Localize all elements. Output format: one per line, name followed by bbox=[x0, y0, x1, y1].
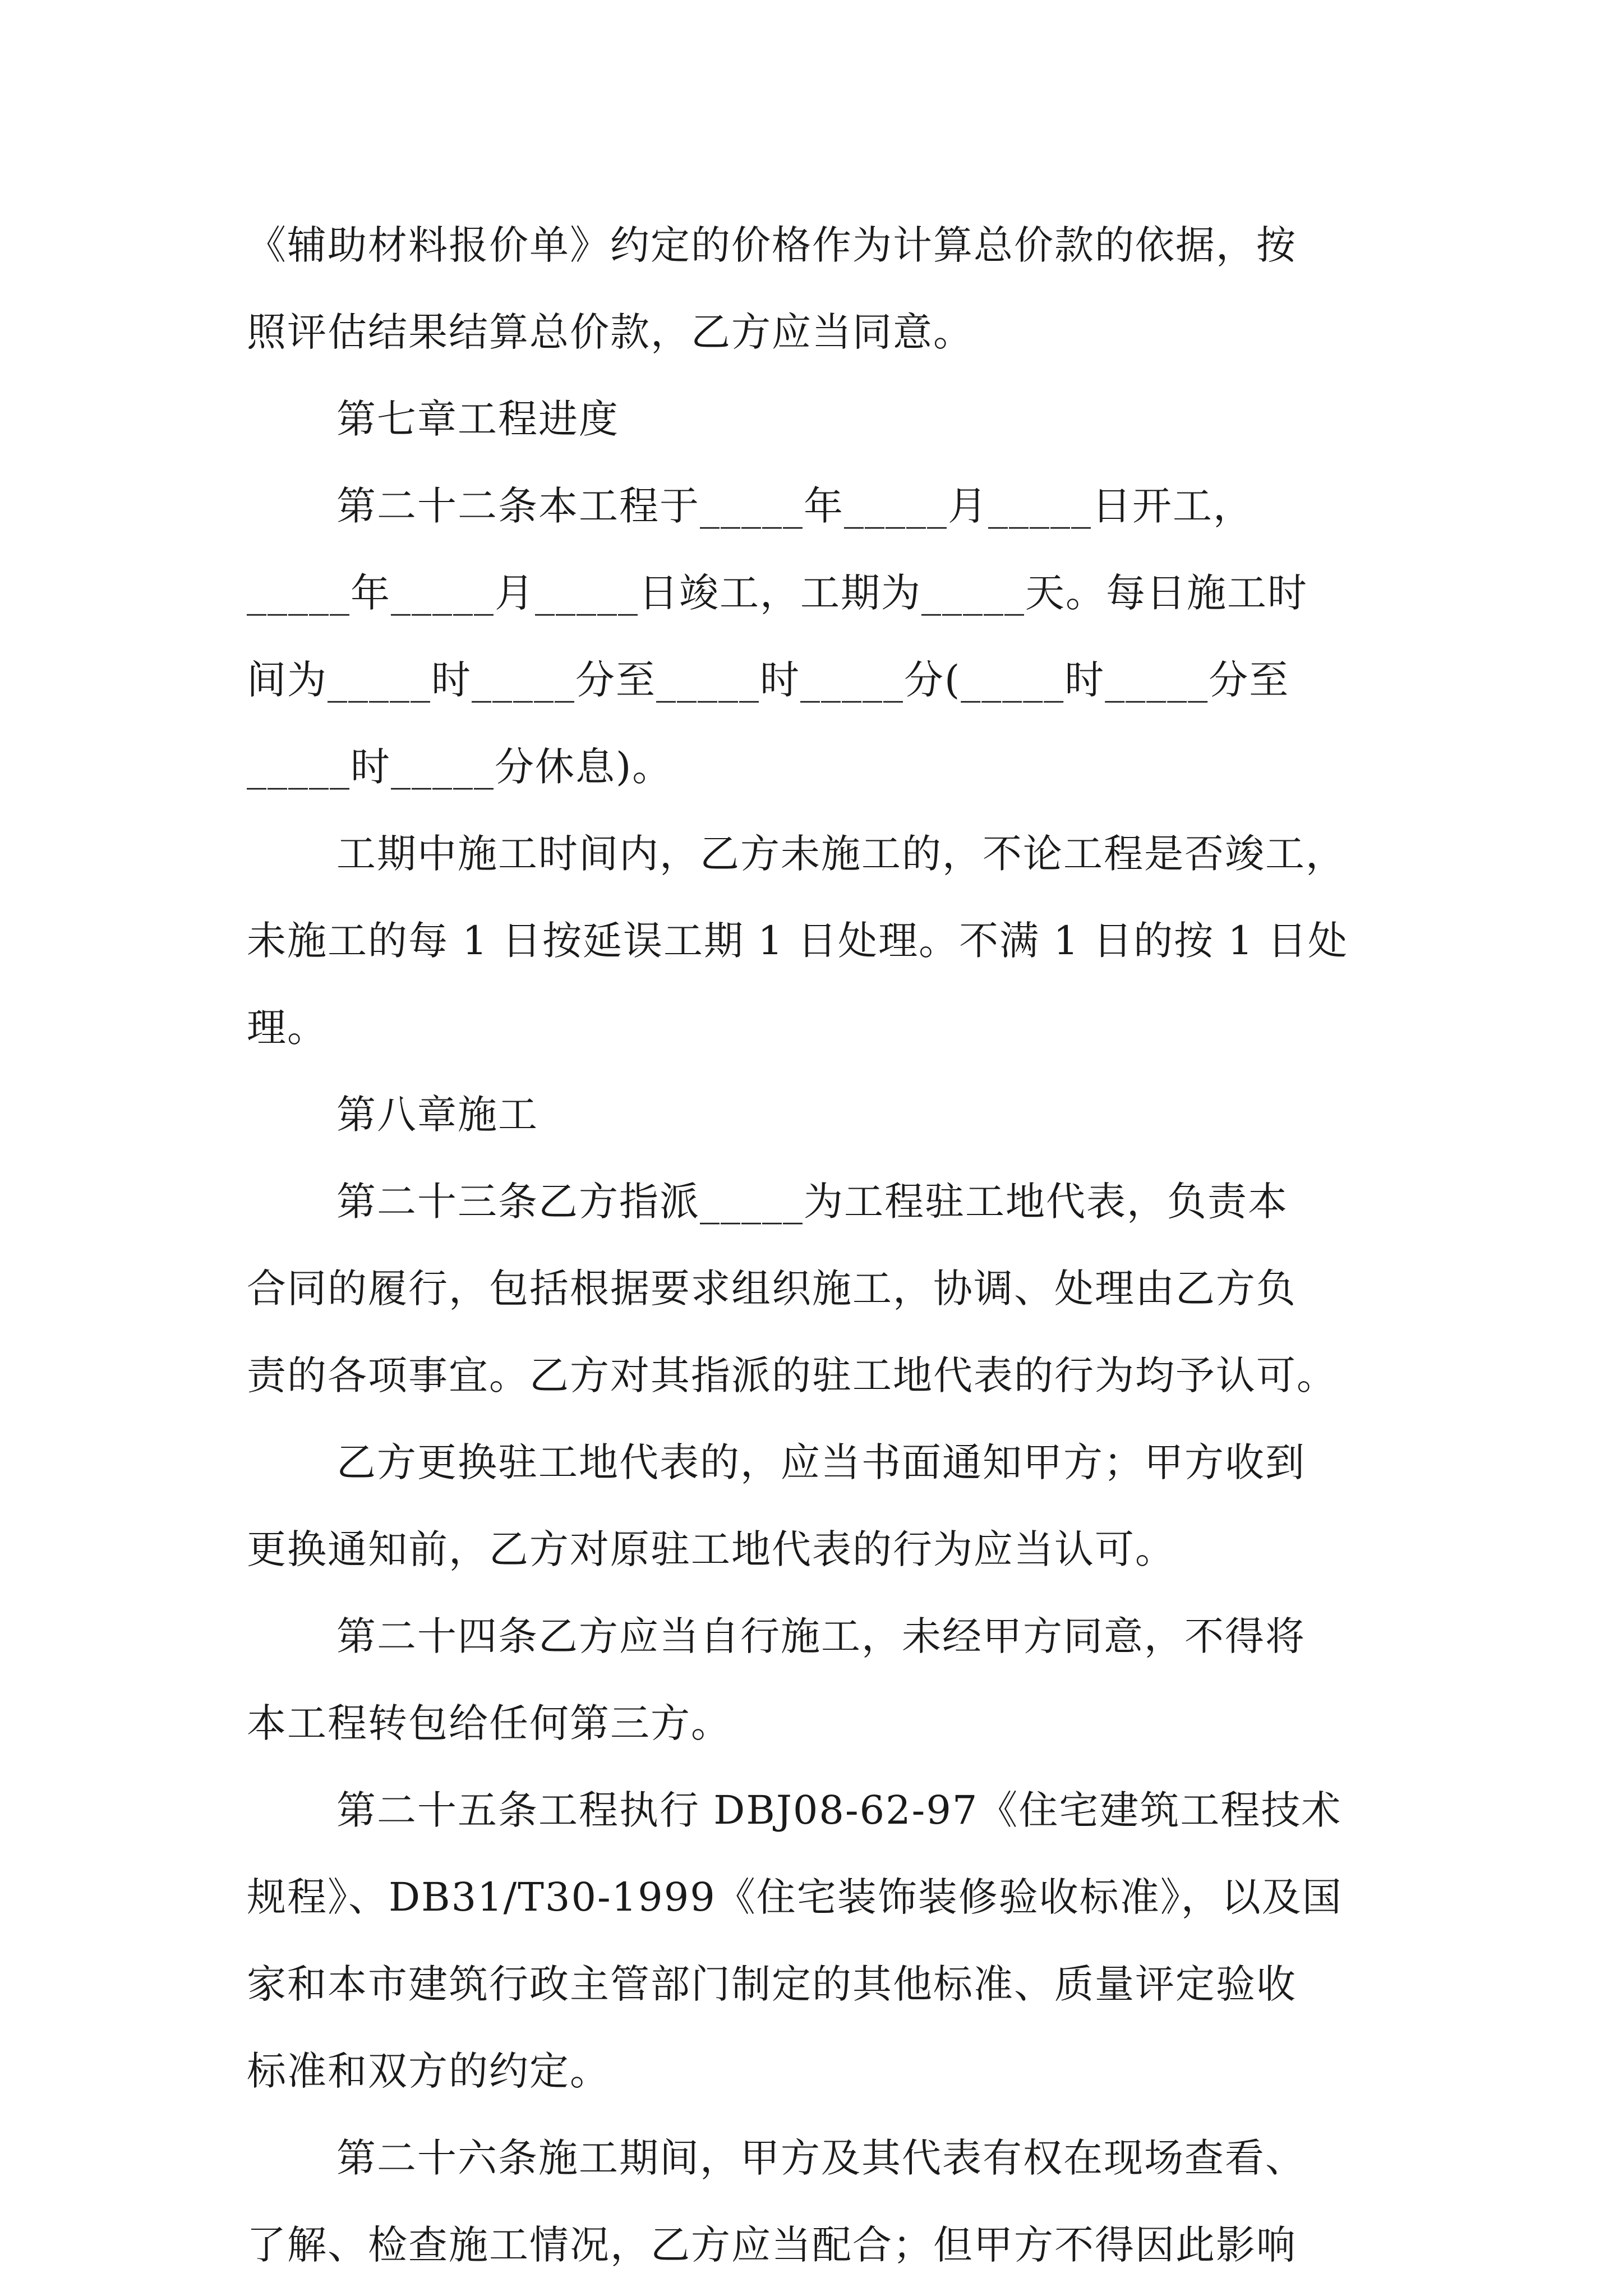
text-line: 更换通知前，乙方对原驻工地代表的行为应当认可。 bbox=[247, 1526, 1175, 1572]
text-line: _____时_____分休息)。 bbox=[247, 744, 673, 790]
article-line: 第二十五条工程执行 DBJ08-62-97《住宅建筑工程技术 bbox=[336, 1787, 1342, 1833]
chapter-heading: 第八章施工 bbox=[336, 1092, 538, 1138]
text-line: 合同的履行，包括根据要求组织施工，协调、处理由乙方负 bbox=[247, 1266, 1297, 1312]
article-line: 第二十二条本工程于_____年_____月_____日开工， bbox=[336, 483, 1253, 529]
text-line: 间为_____时_____分至_____时_____分(_____时_____分至 bbox=[247, 657, 1290, 703]
text-line: 规程》、DB31/T30-1999《住宅装饰装修验收标准》，以及国 bbox=[247, 1874, 1343, 1920]
text-line: 责的各项事宜。乙方对其指派的驻工地代表的行为均予认可。 bbox=[247, 1352, 1337, 1398]
text-line: 标准和双方的约定。 bbox=[247, 2048, 610, 2094]
article-line: 第二十四条乙方应当自行施工，未经甲方同意，不得将 bbox=[336, 1613, 1306, 1659]
text-line: 工期中施工时间内，乙方未施工的，不论工程是否竣工， bbox=[336, 831, 1346, 877]
text-line: 了解、检查施工情况，乙方应当配合；但甲方不得因此影响 bbox=[247, 2222, 1297, 2268]
text-line: 照评估结果结算总价款，乙方应当同意。 bbox=[247, 309, 974, 355]
article-line: 第二十三条乙方指派_____为工程驻工地代表，负责本 bbox=[336, 1179, 1288, 1225]
text-line: _____年_____月_____日竣工，工期为_____天。每日施工时 bbox=[247, 570, 1308, 616]
document-body bbox=[247, 202, 1385, 2289]
text-line: 本工程转包给任何第三方。 bbox=[247, 1700, 731, 1746]
text-line: 乙方更换驻工地代表的，应当书面通知甲方；甲方收到 bbox=[336, 1439, 1306, 1485]
text-line: 《辅助材料报价单》约定的价格作为计算总价款的依据，按 bbox=[247, 222, 1297, 268]
text-line: 未施工的每 1 日按延误工期 1 日处理。不满 1 日的按 1 日处 bbox=[247, 918, 1349, 964]
text-line: 理。 bbox=[247, 1005, 328, 1051]
chapter-heading: 第七章工程进度 bbox=[336, 396, 619, 442]
text-line: 家和本市建筑行政主管部门制定的其他标准、质量评定验收 bbox=[247, 1961, 1297, 2007]
article-line: 第二十六条施工期间，甲方及其代表有权在现场查看、 bbox=[336, 2135, 1306, 2181]
